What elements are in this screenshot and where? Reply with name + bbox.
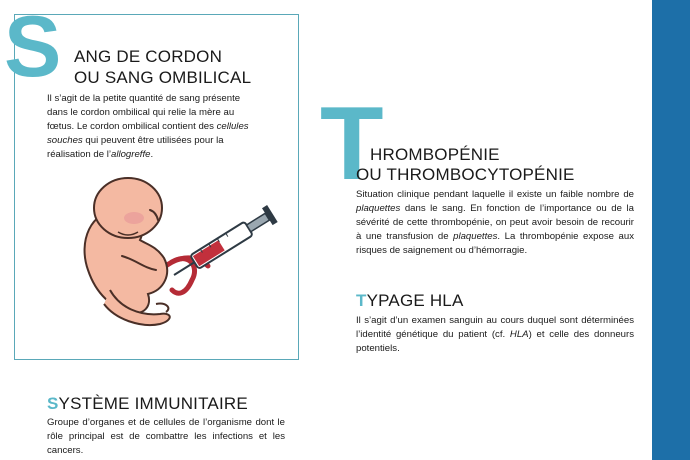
- systeme-title: SYSTÈME IMMUNITAIRE: [47, 394, 248, 413]
- sang-body-line: fœtus. Le cordon ombilical contient des cellules: [47, 121, 249, 132]
- typage-initial-letter: T: [356, 291, 367, 310]
- thrombo-title-line1: HROMBOPÉNIE: [370, 145, 500, 164]
- sang-title-line1: ANG DE CORDON: [74, 47, 223, 66]
- thrombo-title-line2: OU THROMBOCYTOPÉNIE: [356, 165, 575, 184]
- side-color-band: [652, 0, 690, 460]
- sang-initial-letter: S: [4, 0, 60, 95]
- thrombo-body: Situation clinique pendant laquelle il existe un faible nombre de plaquettes dans le sang. En fonction de l’importance ou de la sévérité de cette thrombopénie, on peut avoir besoin de recourir à une transfusion de plaquettes. La thrombopénie expose aux risques de saignement ou d’hémorragie.: [356, 189, 634, 256]
- syringe: [169, 205, 278, 283]
- sang-body-line: dans le cordon ombilical qui relie la mère au: [47, 107, 235, 118]
- typage-title: TYPAGE HLA: [356, 291, 464, 310]
- typage-body: Il s’agit d’un examen sanguin au cours duquel sont déterminées l’identité génétique du patient (cf. HLA) et celle des donneurs potentiels.: [356, 315, 634, 354]
- sang-body-line: réalisation de l’allogreffe.: [47, 149, 154, 160]
- systeme-initial-letter: S: [47, 394, 59, 413]
- sang-title-line2: OU SANG OMBILICAL: [74, 68, 252, 87]
- sang-body-line: souches qui peuvent être utilisées pour la: [47, 135, 224, 146]
- thrombo-initial-letter: T: [320, 86, 384, 202]
- fetus-syringe-illustration: [60, 170, 300, 350]
- sang-body: [47, 92, 285, 162]
- systeme-body: Groupe d’organes et de cellules de l’organisme dont le rôle principal est de combattre les infections et les cancers.: [47, 417, 285, 456]
- sang-body-line: Il s’agit de la petite quantité de sang présente: [47, 93, 241, 104]
- fetus-head: [94, 178, 162, 238]
